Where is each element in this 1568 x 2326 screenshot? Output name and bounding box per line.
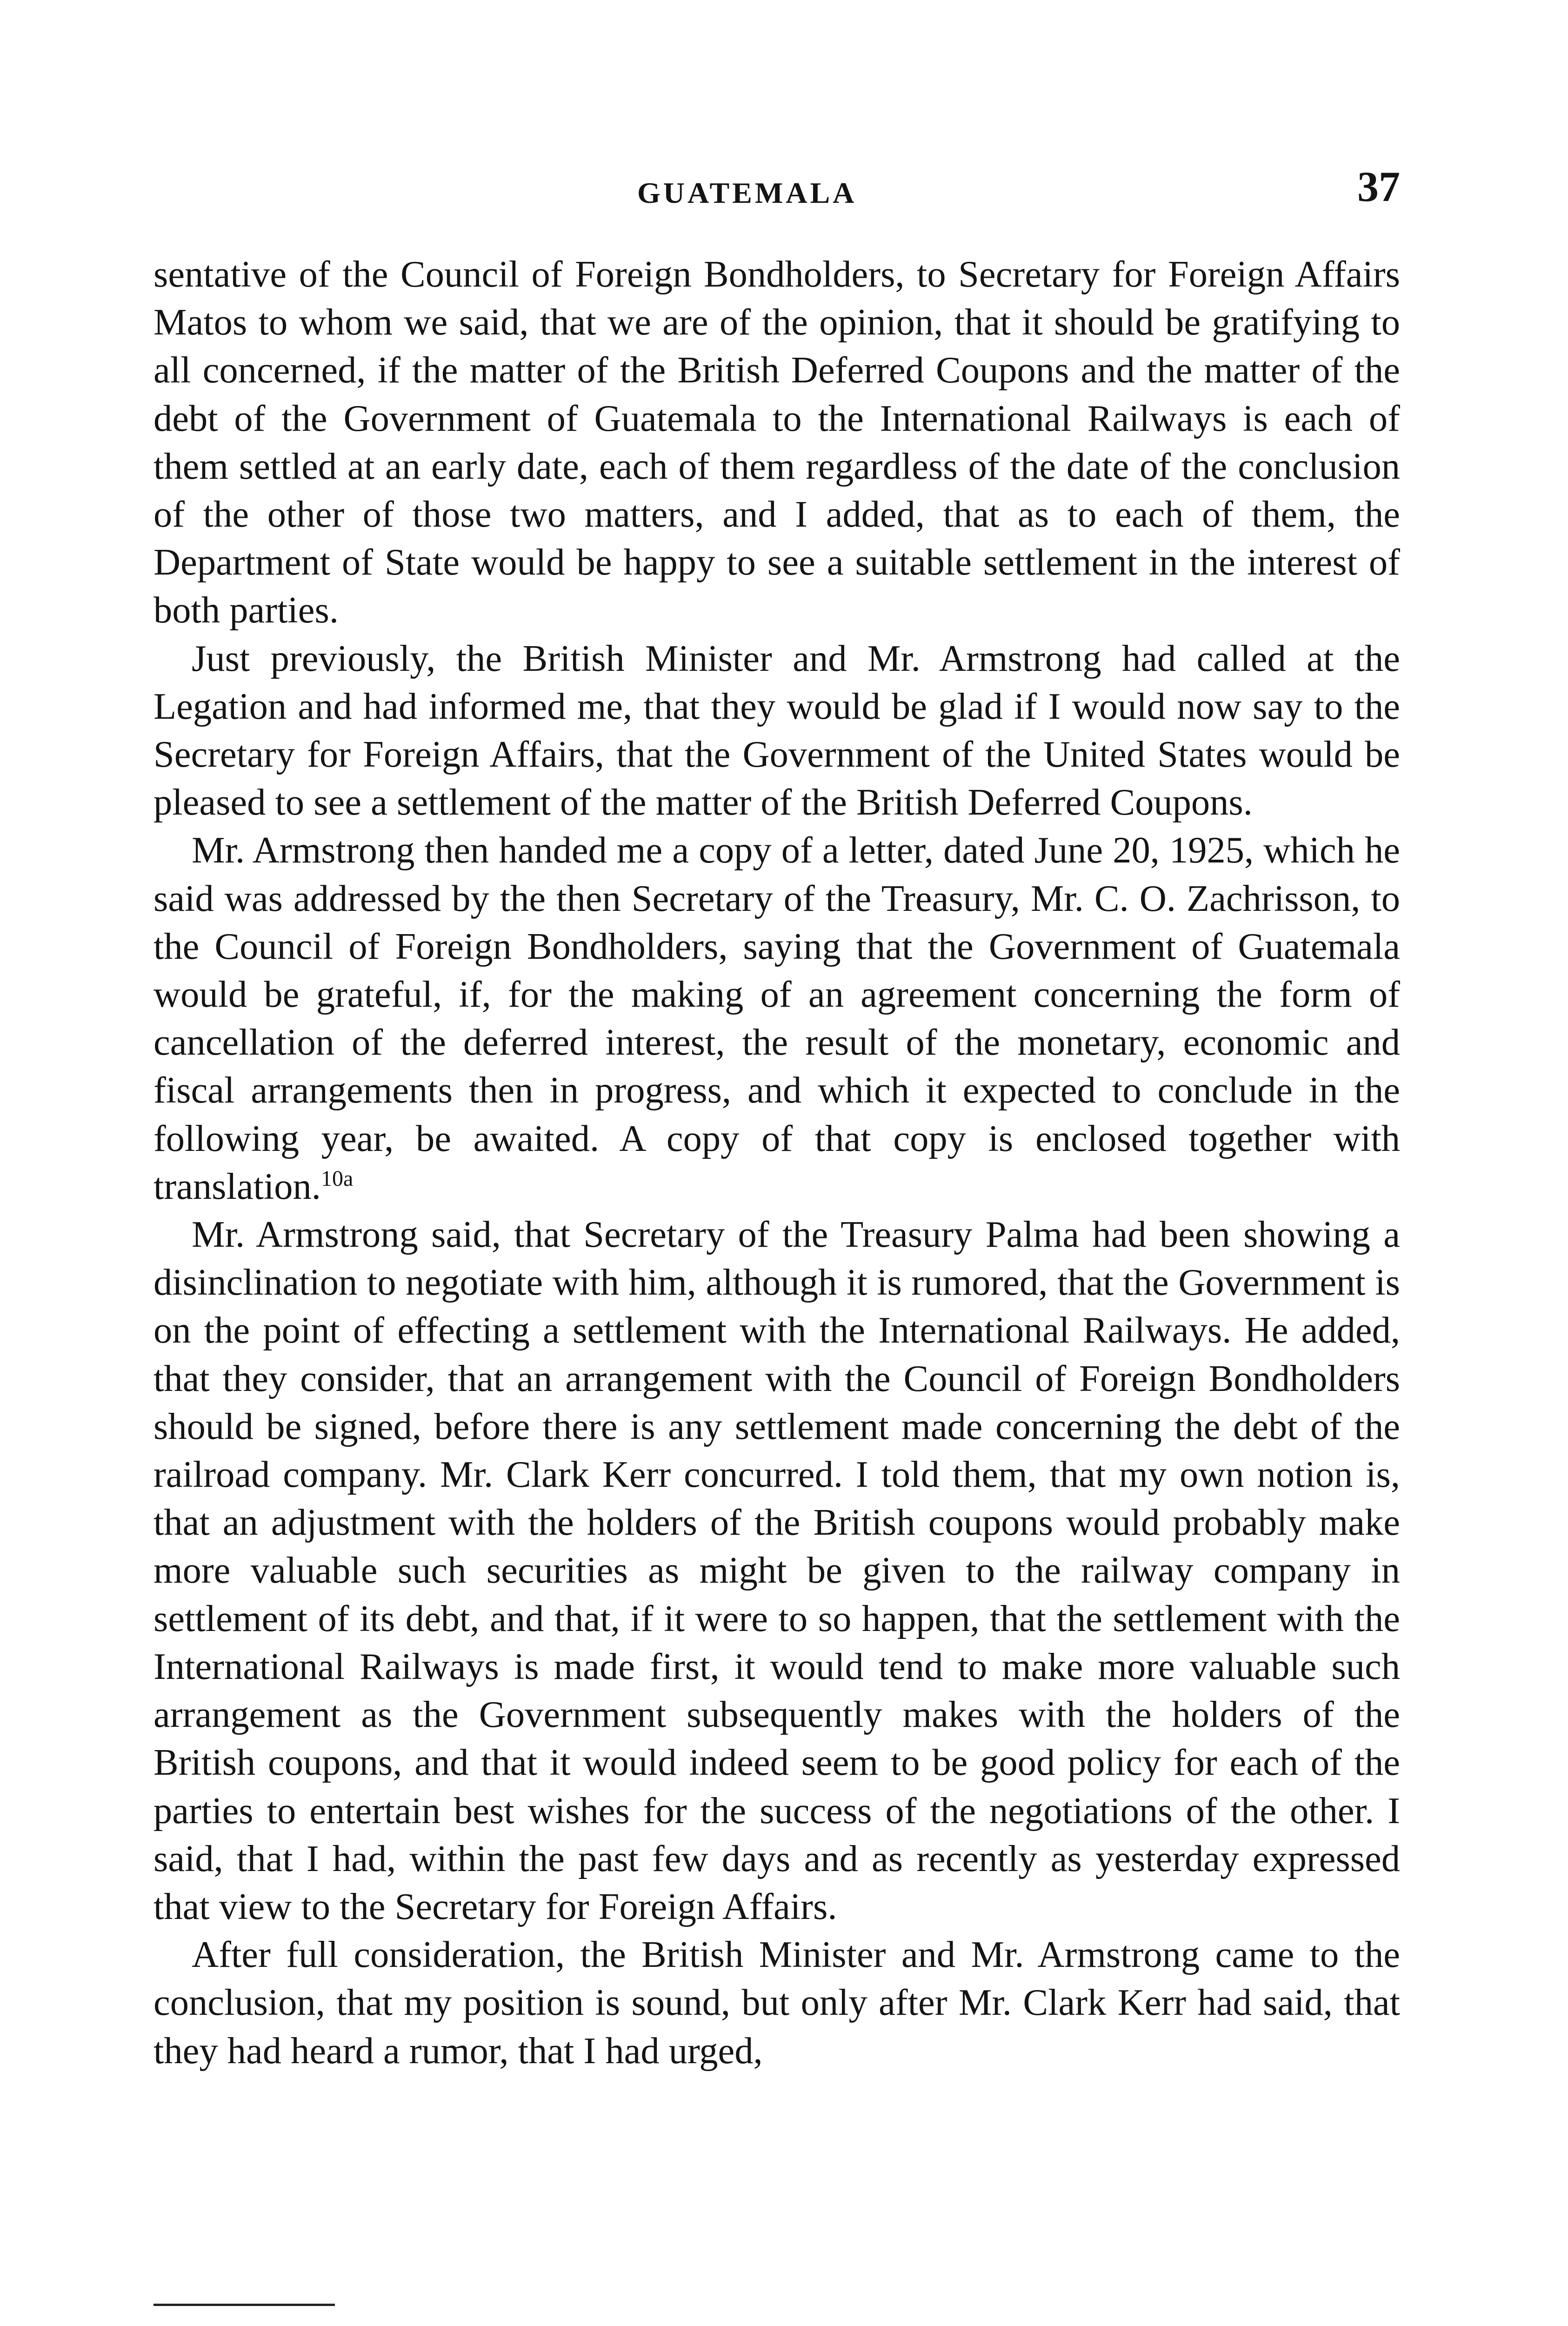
footnote-reference: 10a — [320, 1166, 354, 1191]
running-head: GUATEMALA — [637, 176, 857, 209]
paragraph-3-text: Mr. Armstrong then handed me a copy of a letter, dated June 20, 1925, which he said was addressed by the then Secretary of the Treasury, Mr. C. O. Zachrisson, to the Council of Foreign Bondholders, saying that the Government of Guatemala would be grateful, if, for the making of an agreement concerning the form of cancellation of the deferred interest, the result of the monetary, economic and fiscal arrangements then in progress, and which it expected to conclude in the following year, be awaited. A copy of that copy is enclosed together with translation. — [153, 829, 1400, 1207]
footnote-divider — [153, 2304, 335, 2306]
paragraph-2: Just previously, the British Minister and Mr. Armstrong had called at the Legation and had informed me, that they would be glad if I would now say to the Secretary for Foreign Affairs, that the Government of the United States would be pleased to see a settlement of the matter of the British Deferred Coupons. — [153, 637, 1400, 823]
page-header — [153, 153, 1400, 208]
page-number: 37 — [1357, 163, 1400, 210]
paragraph-3 — [153, 826, 1400, 1210]
paragraph-1: sentative of the Council of Foreign Bondholders, to Secretary for Foreign Affairs Matos to whom we said, that we are of the opinion, that it should be gratifying to all concerned, if the matter of the British Deferred Coupons and the matter of the debt of the Government of Guatemala to the International Railways is each of them settled at an early date, each of them regardless of the date of the conclusion of the other of those two matters, and I added, that as to each of them, the Department of State would be happy to see a suitable settlement in the interest of both parties. — [153, 254, 1400, 631]
paragraph-4: Mr. Armstrong said, that Secretary of the Treasury Palma had been showing a disinclination to negotiate with him, although it is rumored, that the Government is on the point of effecting a settlement with the International Railways. He added, that they consider, that an arrangement with the Council of Foreign Bondholders should be signed, before there is any settlement made concerning the debt of the railroad company. Mr. Clark Kerr concurred. I told them, that my own notion is, that an adjustment with the holders of the British coupons would probably make more valuable such securities as might be given to the railway company in settlement of its debt, and that, if it were to so happen, that the settlement with the International Railways is made first, it would tend to make more valuable such arrangement as the Government subsequently makes with the holders of the British coupons, and that it would indeed seem to be good policy for each of the parties to entertain best wishes for the success of the negotiations of the other. I said, that I had, within the past few days and as recently as yesterday expressed that view to the Secretary for Foreign Affairs. — [153, 1214, 1400, 1927]
body-text — [153, 250, 1400, 2075]
paragraph-5: After full consideration, the British Minister and Mr. Armstrong came to the conclusion, that my position is sound, but only after Mr. Clark Kerr had said, that they had heard a rumor, that I had urged, — [153, 1934, 1400, 2072]
